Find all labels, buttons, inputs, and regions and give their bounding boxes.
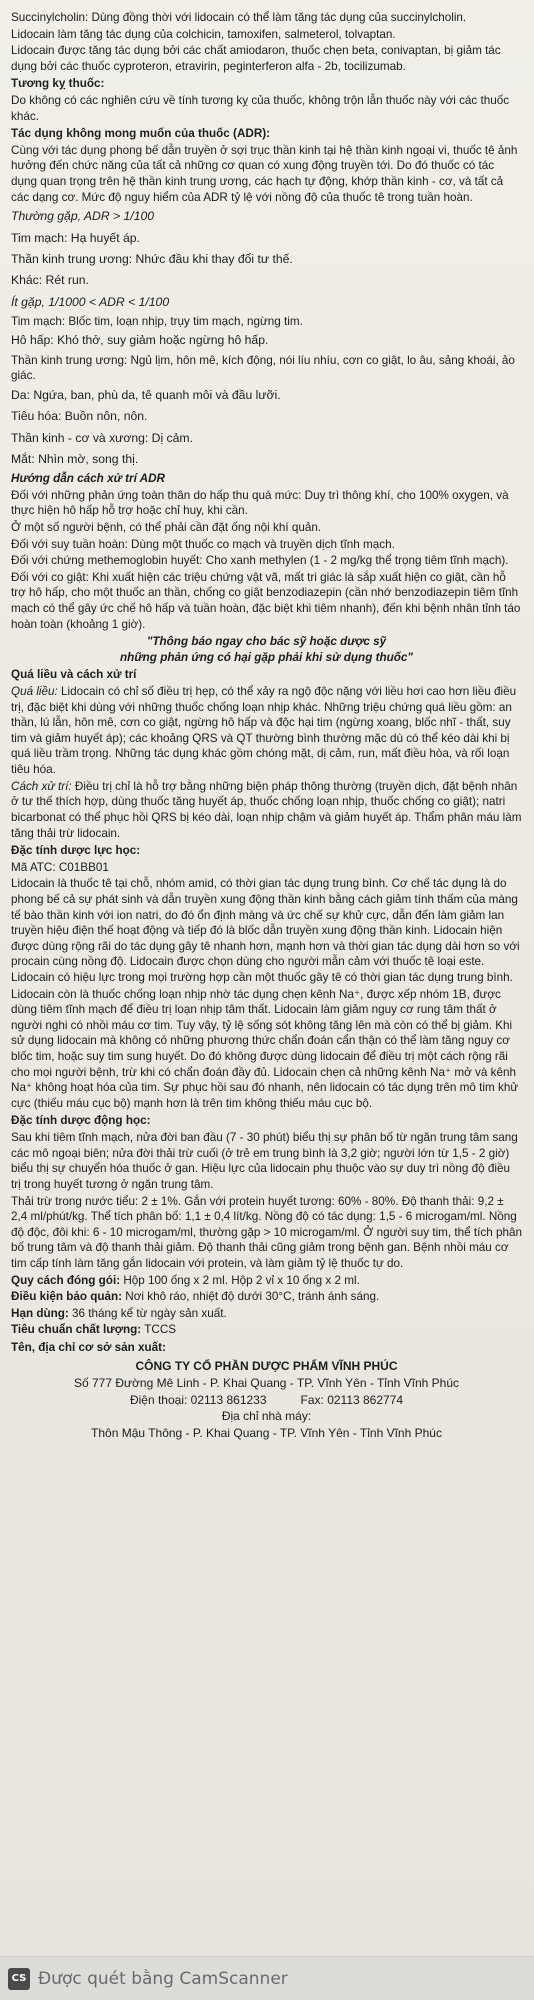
phone-number: Điện thoại: 02113 861233 xyxy=(129,1392,267,1407)
adr-guide-item: Ở một số người bệnh, có thể phải cần đặt ống nội khí quản. xyxy=(11,520,322,534)
storage-line xyxy=(11,1289,522,1305)
storage-label: Điều kiện bảo quản: xyxy=(11,1290,123,1304)
incompatibility-text: Do không có các nghiên cứu về tính tương kỵ của thuốc, không trộn lẫn thuốc này với các thuốc khác. xyxy=(11,94,510,123)
contact-line xyxy=(11,1392,522,1408)
treatment-paragraph xyxy=(11,779,522,841)
company-address: Số 777 Đường Mê Linh - P. Khai Quang - TP. Vĩnh Yên - Tỉnh Vĩnh Phúc xyxy=(73,1375,460,1390)
packaging-line xyxy=(11,1273,522,1289)
storage-text: Nơi khô ráo, nhiệt độ dưới 30°C, tránh ánh sáng. xyxy=(122,1290,380,1304)
company-name: CÔNG TY CỔ PHẦN DƯỢC PHẨM VĨNH PHÚC xyxy=(135,1358,398,1373)
factory-address: Thôn Mậu Thông - P. Khai Quang - TP. Vĩnh Yên - Tỉnh Vĩnh Phúc xyxy=(91,1425,442,1440)
interaction-increased-by: Lidocain được tăng tác dụng bởi các chất amiodaron, thuốc chẹn beta, conivaptan, bị giảm tác dụng bởi các thuốc cyproteron, etravirin, peginterferon alfa - 2b, tocilizumab. xyxy=(11,44,501,73)
atc-code: Mã ATC: C01BB01 xyxy=(11,860,109,874)
overdose-heading: Quá liều và cách xử trí xyxy=(11,668,137,682)
shelf-life-line xyxy=(11,1306,522,1322)
factory-label: Địa chỉ nhà máy: xyxy=(221,1408,312,1423)
shelf-life-text: 36 tháng kể từ ngày sản xuất. xyxy=(68,1306,227,1320)
common-item: Khác: Rét run. xyxy=(11,273,89,288)
interaction-succinylcholine: Succinylcholin: Dùng đồng thời với lidocain có thể làm tăng tác dụng của succinylcholin. xyxy=(11,11,467,24)
interaction-increase: Lidocain làm tăng tác dụng của colchicin, tamoxifen, salmeterol, tolvaptan. xyxy=(11,27,396,41)
pharmacodynamics-paragraph-2: Lidocain còn là thuốc chống loạn nhịp nhờ tác dụng chẹn kênh Na⁺, được xếp nhóm 1B, được dùng tiêm tĩnh mạch để điều trị loạn nhịp tâm thất. Lidocain làm giảm nguy cơ rung tâm thất ở người nghi có nhồi máu cơ tim. Tuy vậy, tỷ lệ sống sót không tăng lên mà còn có thể bị giảm. Khi sử dụng lidocain mà không có những phương thức chẩn đoán cẩn thận có thể làm tăng nguy cơ blốc tim, hoặc suy tim sung huyết. Do đó không được dùng lidocain để điều trị một cách rộng rãi cho mọi người bệnh, trừ khi có chẩn đoán đầy đủ. Lidocain chẹn cả những kênh Na⁺ mở và kênh Na⁺ không hoạt hóa của tim. Sự phục hồi sau đó nhanh, nên lidocain có tác dụng trên mô tim khử cực (thiếu máu cục bộ) mạnh hơn là trên tim không thiếu máu cục bộ. xyxy=(11,987,519,1110)
adr-guide-item: Đối với co giật: Khi xuất hiện các triệu chứng vật vã, mất tri giác là sắp xuất hiện co giật, cần hỗ trợ hô hấp, cho một thuốc an thần, chống co giật benzodiazepin (cần nhớ benzodiazepin tiêm tĩnh mạch có thể gây ức chế hô hấp và tuần hoàn, đặc biệt khi tiêm nhanh), đến khi bệnh nhân tỉnh táo hoàn toàn (khoảng 1 giờ). xyxy=(11,570,521,631)
manufacturer-heading: Tên, địa chỉ cơ sở sản xuất: xyxy=(11,1341,166,1355)
uncommon-item: Thần kinh trung ương: Ngủ lịm, hôn mê, kích động, nói líu nhíu, cơn co giật, lo âu, sảng khoái, ảo giác. xyxy=(11,353,515,383)
pharmacokinetics-paragraph-1: Sau khi tiêm tĩnh mạch, nửa đời ban đầu (7 - 30 phút) biểu thị sự phân bố từ ngăn trung tâm sang các mô ngoại biên; nửa đời thải trừ cuối (ở trẻ em trung bình là 3,2 giờ; người lớn từ 1,5 - 2 giờ) biểu thị sự chuyển hóa thuốc ở gan. Hiệu lực của lidocain phụ thuộc vào sự duy trì nồng độ điều trị trong huyết tương ở ngăn trung tâm. xyxy=(11,1131,518,1191)
warning-line-1: "Thông báo ngay cho bác sỹ hoặc dược sỹ xyxy=(146,635,387,649)
adr-guide-heading: Hướng dẫn cách xử trí ADR xyxy=(11,472,165,486)
treatment-text: Điều trị chỉ là hỗ trợ bằng những biện pháp thông thường (truyền dịch, đặt bệnh nhân ở tư thế thích hợp, dùng thuốc tăng huyết áp, thuốc chống loạn nhịp, thuốc chống co giật); natri bicarbonat có thể phục hồi QRS bị kéo dài, loạn nhịp chậm và giảm huyết áp. Thẩm phân máu làm tăng thải trừ lidocain. xyxy=(11,779,522,840)
warning-notice xyxy=(11,634,522,665)
warning-line-2: những phản ứng có hại gặp phải khi sử dụng thuốc" xyxy=(120,650,413,664)
adr-guide-item: Đối với những phản ứng toàn thân do hấp thu quá mức: Duy trì thông khí, cho 100% oxygen, và thực hiện hô hấp hỗ trợ hoặc chỉ huy, khi cần. xyxy=(11,488,509,518)
uncommon-item: Mắt: Nhìn mờ, song thị. xyxy=(11,451,139,466)
uncommon-item: Thần kinh - cơ và xương: Dị cảm. xyxy=(11,430,193,445)
overdose-text: Lidocain có chỉ số điều trị hẹp, có thể xảy ra ngộ độc nặng với liều hơi cao hơn liều điều trị, đặc biệt khi dùng với những thuốc chống loạn nhịp khác. Những triệu chứng quá liều gồm: an thần, lú lẫn, hôn mê, cơn co giật, ngừng hô hấp và độc hại tim (ngừng xoang, blốc nhĩ - thất, suy tim và giảm huyết áp); các khoảng QRS và QT thường bình thường mặc dù có thể kéo dài khi bị quá liều trầm trọng. Những tác dụng khác gồm chóng mặt, dị cảm, run, mất điều hòa, và rối loạn tiêu hóa. xyxy=(11,685,517,777)
adr-guide-item: Đối với suy tuần hoàn: Dùng một thuốc co mạch và truyền dịch tĩnh mạch. xyxy=(11,537,395,551)
adr-heading: Tác dụng không mong muốn của thuốc (ADR): xyxy=(11,127,271,141)
fax-number: Fax: 02113 862774 xyxy=(300,1392,404,1407)
pharmacokinetics-heading: Đặc tính dược động học: xyxy=(11,1114,151,1128)
overdose-label: Quá liều: xyxy=(11,685,58,699)
adr-intro: Cùng với tác dụng phong bế dẫn truyền ở sợi trục thần kinh tại hệ thần kinh ngoại vi, thuốc tê ảnh hưởng đến chức năng của tất cả những cơ quan có xung động truyền tới. Do đó thuốc có tác dụng quan trọng trên hệ thần kinh trung ương, các hạch tự động, khớp thần kinh - cơ, và tất cả các dạng cơ. Mức độ nguy hiểm của ADR tỷ lệ với nồng độ của thuốc tê trong tuần hoàn. xyxy=(11,143,518,204)
uncommon-item: Hô hấp: Khó thở, suy giảm hoặc ngừng hô hấp. xyxy=(11,333,269,348)
incompatibility-heading: Tương kỵ thuốc: xyxy=(11,77,105,91)
leaflet-text xyxy=(11,10,522,1441)
uncommon-item: Tiêu hóa: Buồn nôn, nôn. xyxy=(11,409,148,424)
common-adr-heading: Thường gặp, ADR > 1/100 xyxy=(11,209,155,224)
uncommon-item: Tim mạch: Blốc tim, loạn nhịp, trụy tim mạch, ngừng tim. xyxy=(11,314,303,328)
camscanner-logo-icon: CS xyxy=(8,1968,30,1990)
pharmacokinetics-paragraph-2: Thải trừ trong nước tiểu: 2 ± 1%. Gắn với protein huyết tương: 60% - 80%. Độ thanh thải: 9,2 ± 2,4 ml/phút/kg. Thể tích phân bố: 1,1 ± 0,4 lít/kg. Nồng độ có tác dụng: 1,5 - 6 microgam/ml. Nồng độ độc, đôi khi: 6 - 10 microgam/ml, thường gặp > 10 microgam/ml. Ở người suy tim, thể tích phân bố trung tâm và độ thanh thải giảm. Độ thanh thải cũng giảm trong bệnh gan. Bệnh nhồi máu cơ tim cấp tính làm tăng gắn lidocain với protein, và làm giảm tỷ lệ thuốc tự do. xyxy=(11,1194,522,1270)
quality-standard-line xyxy=(11,1322,522,1338)
common-item: Tim mạch: Hạ huyết áp. xyxy=(11,230,140,245)
common-item: Thần kinh trung ương: Nhức đầu khi thay đổi tư thế. xyxy=(11,251,293,266)
packaging-text: Hộp 100 ống x 2 ml. Hộp 2 vỉ x 10 ống x 2 ml. xyxy=(120,1273,360,1287)
uncommon-adr-heading: Ít gặp, 1/1000 < ADR < 1/100 xyxy=(11,294,170,309)
packaging-label: Quy cách đóng gói: xyxy=(11,1273,121,1287)
camscanner-footer xyxy=(0,1956,534,2000)
quality-standard-text: TCCS xyxy=(141,1323,177,1337)
pharmacodynamics-heading: Đặc tính dược lực học: xyxy=(11,844,141,858)
adr-guide-item: Đối với chứng methemoglobin huyết: Cho xanh methylen (1 - 2 mg/kg thể trọng tiêm tĩnh mạch). xyxy=(11,554,509,568)
overdose-paragraph xyxy=(11,684,522,778)
pharmacodynamics-paragraph-1: Lidocain là thuốc tê tại chỗ, nhóm amid, có thời gian tác dụng trung bình. Cơ chế tác dụng là do phong bế cả sự phát sinh và dẫn truyền xung động thần kinh bằng cách giảm tính thấm của màng tế bào thần kinh với ion natri, do đó ổn định màng và ức chế sự khử cực, dẫn đến làm giảm lan truyền hiệu điện thế hoạt động và tiếp đó là blốc dẫn truyền xung động thần kinh. Lidocain hiện được dùng rộng rãi do tác dụng gây tê nhanh hơn, mạnh hơn và thời gian tác dụng dài hơn so với procain cùng nồng độ. Lidocain được chọn dùng cho người mẫn cảm với thuốc tê loại este. Lidocain có hiệu lực trong mọi trường hợp cần một thuốc gây tê có thời gian tác dụng trung bình. xyxy=(11,877,520,984)
treatment-label: Cách xử trí: xyxy=(11,779,72,793)
shelf-life-label: Hạn dùng: xyxy=(11,1306,69,1320)
uncommon-item: Da: Ngứa, ban, phù da, tê quanh môi và đầu lưỡi. xyxy=(11,387,281,402)
camscanner-watermark: Được quét bằng CamScanner xyxy=(38,1968,288,1989)
quality-standard-label: Tiêu chuẩn chất lượng: xyxy=(11,1323,142,1337)
